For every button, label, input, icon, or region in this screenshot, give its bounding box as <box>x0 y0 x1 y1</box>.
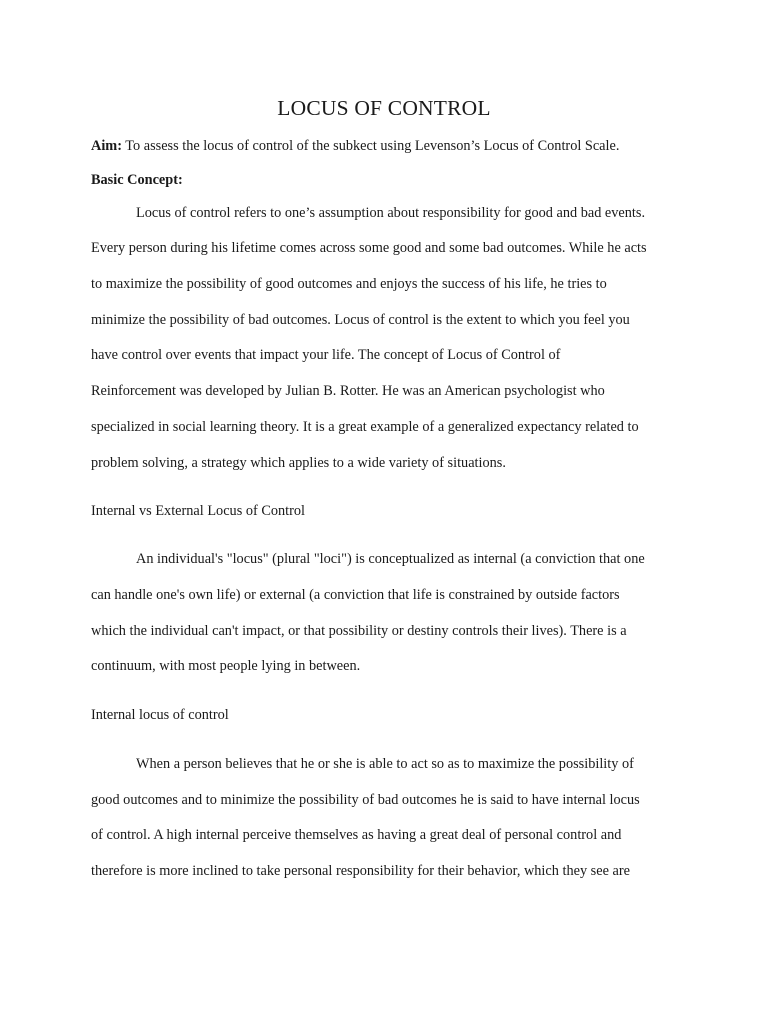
aim-line <box>91 136 619 156</box>
aim-label: Aim: <box>91 138 122 154</box>
paragraph-line: Locus of control refers to one’s assumption about responsibility for good and bad events. <box>136 205 646 221</box>
paragraph-line: have control over events that impact your life. The concept of Locus of Control of <box>91 347 561 363</box>
paragraph-line: to maximize the possibility of good outcomes and enjoys the success of his life, he tries to <box>91 276 607 292</box>
paragraph-line: which the individual can't impact, or that possibility or destiny controls their lives). There is a <box>91 623 627 639</box>
paragraph-line: of control. A high internal perceive themselves as having a great deal of personal control and <box>91 827 622 843</box>
paragraph-line: Every person during his lifetime comes across some good and some bad outcomes. While he acts <box>91 240 647 256</box>
paragraph-line: therefore is more inclined to take personal responsibility for their behavior, which they see are <box>91 863 630 879</box>
aim-text: To assess the locus of control of the subkect using Levenson’s Locus of Control Scale. <box>121 138 620 154</box>
section-heading-internal-vs-external: Internal vs External Locus of Control <box>91 503 305 519</box>
paragraph-line: An individual's "locus" (plural "loci") is conceptualized as internal (a conviction that one <box>136 551 645 567</box>
paragraph-line: problem solving, a strategy which applies to a wide variety of situations. <box>91 455 506 471</box>
paragraph-line: specialized in social learning theory. It is a great example of a generalized expectancy related to <box>91 419 639 435</box>
document-title: LOCUS OF CONTROL <box>277 96 491 120</box>
paragraph-line: When a person believes that he or she is able to act so as to maximize the possibility of <box>136 756 634 772</box>
paragraph-line: continuum, with most people lying in between. <box>91 658 361 674</box>
section-heading-internal: Internal locus of control <box>91 707 229 723</box>
paragraph-line: can handle one's own life) or external (a conviction that life is constrained by outside factors <box>91 587 620 603</box>
basic-concept-heading: Basic Concept: <box>91 172 183 188</box>
paragraph-line: minimize the possibility of bad outcomes. Locus of control is the extent to which you feel you <box>91 312 630 328</box>
paragraph-line: Reinforcement was developed by Julian B. Rotter. He was an American psychologist who <box>91 383 605 399</box>
paragraph-line: good outcomes and to minimize the possibility of bad outcomes he is said to have internal locus <box>91 792 640 808</box>
